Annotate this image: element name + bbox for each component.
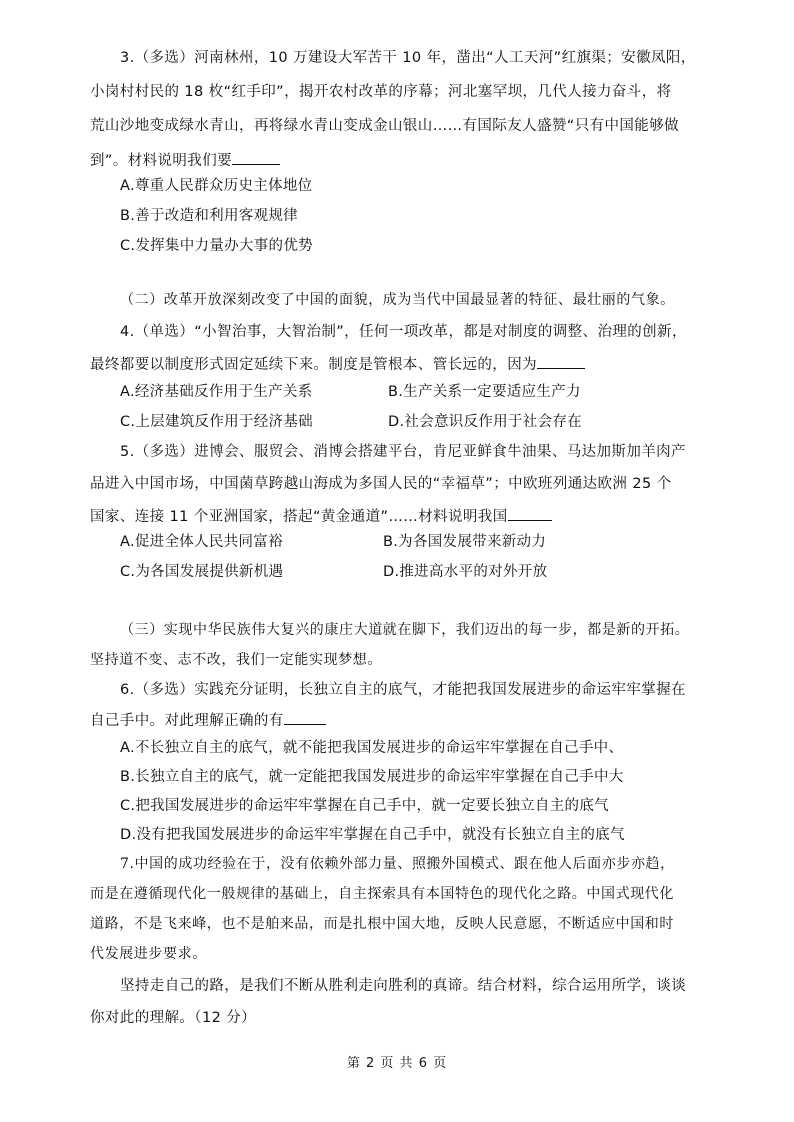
q5-line-1: 5.（多选）进博会、服贸会、消博会搭建平台，肯尼亚鲜食牛油果、马达加斯加羊肉产 [120, 444, 686, 460]
q6-line-1: 6.（多选）实践充分证明，长独立自主的底气，才能把我国发展进步的命运牢牢掌握在 [120, 682, 686, 698]
q7-line-4: 代发展进步要求。 [90, 946, 207, 962]
q3-line-2: 小岗村村民的 18 枚“红手印”，揭开农村改革的序幕；河北塞罕坝，几代人接力奋斗，将 [90, 84, 672, 100]
q3-line-3: 荒山沙地变成绿水青山，再将绿水青山变成金山银山……有国际友人盛赞“只有中国能够做 [90, 118, 680, 134]
q5-option-c: C.为各国发展提供新机遇 [120, 564, 284, 580]
q5-option-d: D.推进高水平的对外开放 [383, 564, 548, 580]
q5-option-b: B.为各国发展带来新动力 [383, 534, 547, 550]
section-3-line-2: 坚持道不变、志不改，我们一定能实现梦想。 [90, 652, 382, 668]
q5-option-a: A.促进全体人民共同富裕 [120, 534, 283, 550]
q3-option-a: A.尊重人民群众历史主体地位 [120, 178, 313, 194]
q3-option-b: B.善于改造和利用客观规律 [120, 208, 298, 224]
q5-line-3-text: 国家、连接 11 个亚洲国家，搭起“黄金通道”……材料说明我国 [90, 509, 508, 525]
q6-option-b: B.长独立自主的底气，就一定能把我国发展进步的命运牢牢掌握在自己手中大 [120, 769, 624, 785]
q3-line-4 [90, 150, 280, 171]
page-footer: 第 2 页 共 6 页 [346, 1056, 448, 1071]
q6-line-2 [90, 710, 326, 731]
q5-line-3 [90, 506, 552, 527]
q6-line-2-text: 自己手中。对此理解正确的有 [90, 713, 284, 729]
q3-option-c: C.发挥集中力量办大事的优势 [120, 238, 313, 254]
q6-option-c: C.把我国发展进步的命运牢牢掌握在自己手中，就一定要长独立自主的底气 [120, 798, 609, 814]
q7-line-3: 道路，不是飞来峰，也不是舶来品，而是扎根中国大地，反映人民意愿，不断适应中国和时 [90, 916, 674, 932]
section-3-line-1: （三）实现中华民族伟大复兴的康庄大道就在脚下，我们迈出的每一步，都是新的开拓。 [120, 622, 690, 638]
q4-answer-blank[interactable] [537, 354, 585, 369]
q4-option-b: B.生产关系一定要适应生产力 [388, 384, 581, 400]
q5-answer-blank[interactable] [508, 506, 552, 521]
q3-answer-blank[interactable] [232, 150, 280, 165]
q7-task-line-2: 你对此的理解。（12 分） [90, 1010, 257, 1026]
q6-option-d: D.没有把我国发展进步的命运牢牢掌握在自己手中，就没有长独立自主的底气 [120, 827, 625, 843]
q4-line-2-text: 最终都要以制度形式固定延续下来。制度是管根本、管长远的，因为 [90, 357, 537, 373]
q4-option-a: A.经济基础反作用于生产关系 [120, 384, 313, 400]
q4-option-d: D.社会意识反作用于社会存在 [388, 414, 582, 430]
section-2-intro: （二）改革开放深刻改变了中国的面貌，成为当代中国最显著的特征、最壮丽的气象。 [120, 292, 675, 308]
q7-line-1: 7.中国的成功经验在于，没有依赖外部力量、照搬外国模式、跟在他人后面亦步亦趋， [120, 856, 675, 872]
q5-line-2: 品进入中国市场，中国菌草跨越山海成为多国人民的“幸福草”；中欧班列通达欧洲 25 个 [90, 476, 672, 492]
q6-answer-blank[interactable] [284, 710, 326, 725]
q7-task-line-1: 坚持走自己的路，是我们不断从胜利走向胜利的真谛。结合材料，综合运用所学，谈谈 [120, 978, 687, 994]
q3-line-4-text: 到”。材料说明我们要 [90, 153, 233, 169]
q4-line-2 [90, 354, 585, 375]
q7-line-2: 而是在遵循现代化一般规律的基础上，自主探索具有本国特色的现代化之路。中国式现代化 [90, 886, 674, 902]
q6-option-a: A.不长独立自主的底气，就不能把我国发展进步的命运牢牢掌握在自己手中、 [120, 740, 624, 756]
q3-line-1: 3.（多选）河南林州，10 万建设大军苦干 10 年，凿出“人工天河”红旗渠；安徽凤阳， [120, 50, 696, 66]
q4-line-1: 4.（单选）“小智治事，大智治制”，任何一项改革，都是对制度的调整、治理的创新， [120, 324, 687, 340]
q4-option-c: C.上层建筑反作用于经济基础 [120, 414, 313, 430]
